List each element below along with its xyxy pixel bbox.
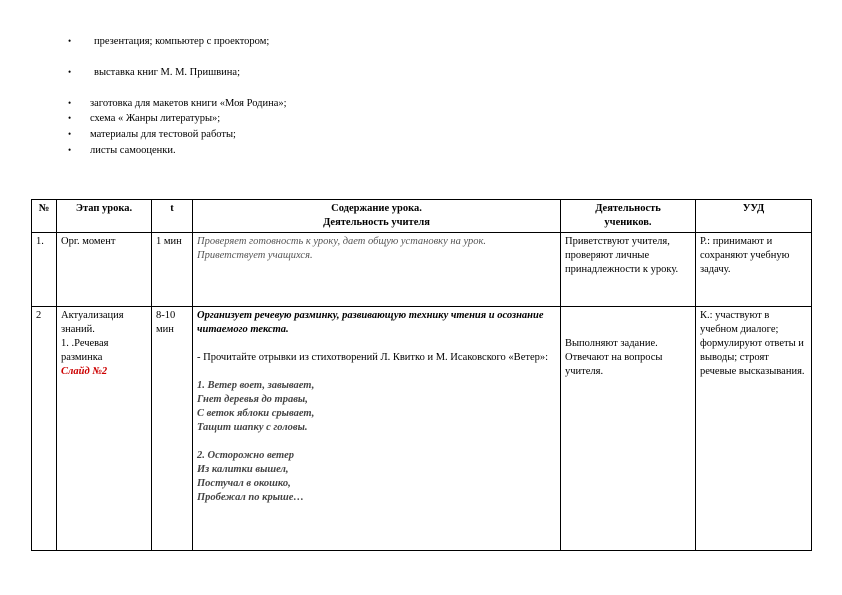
materials-item-text: заготовка для макетов книги «Моя Родина»; <box>90 98 287 109</box>
header-content-line2: Деятельность учителя <box>323 217 430 228</box>
row1-students: Приветствуют учителя, проверяют личные принадлежности к уроку. <box>561 233 696 307</box>
row2-stage-line: разминка <box>61 352 103 363</box>
row1-uud: Р.: принимают и сохраняют учебную задачу. <box>696 233 812 307</box>
poem-line: Пробежал по крыше… <box>197 492 304 503</box>
table-row <box>32 233 812 307</box>
row1-stage: Орг. момент <box>57 233 152 307</box>
poem-line: С веток яблоки срывает, <box>197 408 315 419</box>
materials-item-text: презентация; компьютер с проектором; <box>94 36 270 47</box>
table-header-row <box>32 200 812 233</box>
teacher-task: - Прочитайте отрывки из стихотворений Л. Квитко и М. Исаковского «Ветер»: <box>197 352 549 363</box>
bullet-icon: • <box>68 67 72 77</box>
header-uud: УУД <box>696 200 812 233</box>
row2-uud: К.: участвуют в учебном диалоге; формулируют ответы и выводы; строят речевые высказывания. <box>696 307 812 551</box>
row2-num: 2 <box>32 307 57 551</box>
row2-time-line: мин <box>156 324 174 335</box>
header-students-line1: Деятельность <box>595 203 661 214</box>
row2-time-line: 8-10 <box>156 310 176 321</box>
header-students <box>561 200 696 233</box>
poem-line: Постучал в окошко, <box>197 478 291 489</box>
row2-stage-line: знаний. <box>61 324 95 335</box>
header-num: № <box>32 200 57 233</box>
materials-item-text: выставка книг М. М. Пришвина; <box>94 67 240 78</box>
bullet-icon: • <box>68 98 72 108</box>
row2-stage-line: Актуализация <box>61 310 124 321</box>
header-time: t <box>152 200 193 233</box>
row1-time: 1 мин <box>152 233 193 307</box>
slide-label: Слайд №2 <box>61 366 108 377</box>
materials-item-text: листы самооценки. <box>90 145 176 156</box>
row2-stage-line: 1. .Речевая <box>61 338 109 349</box>
row2-stage <box>57 307 152 551</box>
header-students-line2: учеников. <box>604 217 652 228</box>
poem-line: Тащит шапку с головы. <box>197 422 308 433</box>
poem-line: 2. Осторожно ветер <box>197 450 294 461</box>
row2-time <box>152 307 193 551</box>
row1-teacher: Проверяет готовность к уроку, дает общую установку на урок. Приветствует учащихся. <box>193 233 561 307</box>
row1-num: 1. <box>32 233 57 307</box>
header-content <box>193 200 561 233</box>
poem-line: 1. Ветер воет, завывает, <box>197 380 315 391</box>
header-content-line1: Содержание урока. <box>331 203 422 214</box>
bullet-icon: • <box>68 36 72 46</box>
lesson-table <box>31 199 812 551</box>
poem-line: Из калитки вышел, <box>197 464 289 475</box>
header-stage: Этап урока. <box>57 200 152 233</box>
row2-students-text: Выполняют задание. Отвечают на вопросы учителя. <box>565 338 663 377</box>
row2-teacher <box>193 307 561 551</box>
bullet-icon: • <box>68 145 72 155</box>
teacher-intro: Организует речевую разминку, развивающую технику чтения и осознание читаемого текста. <box>197 310 544 335</box>
materials-item-text: схема « Жанры литературы»; <box>90 113 221 124</box>
materials-item-text: материалы для тестовой работы; <box>90 129 236 140</box>
bullet-icon: • <box>68 113 72 123</box>
bullet-icon: • <box>68 129 72 139</box>
row2-students <box>561 307 696 551</box>
poem-line: Гнет деревья до травы, <box>197 394 308 405</box>
table-row <box>32 307 812 551</box>
